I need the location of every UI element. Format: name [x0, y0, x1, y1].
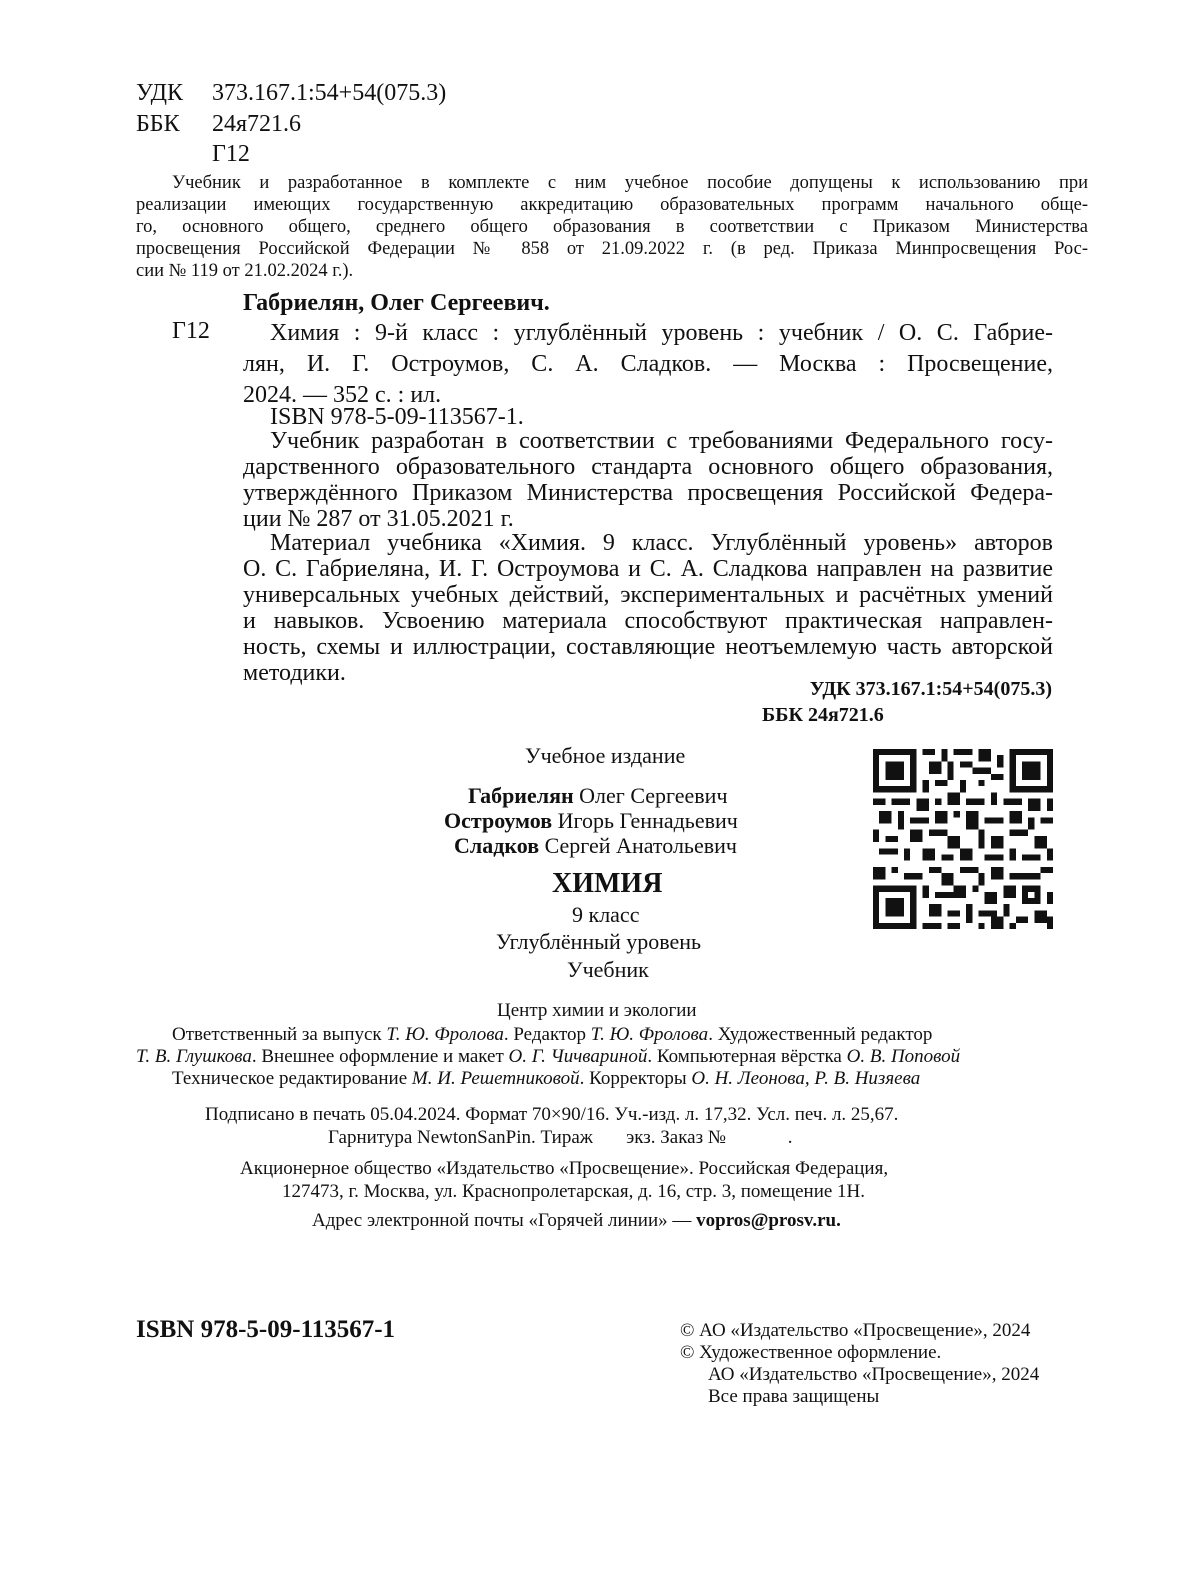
staff-line-2: [136, 1046, 960, 1068]
author-mark-left: Г12: [172, 318, 210, 344]
bbk-value: 24я721.6: [212, 111, 302, 137]
staff-text: Техническое редактирование: [172, 1068, 412, 1089]
annotation-line: утверждённого Приказом Министерства просвещения Российской Федера-: [243, 480, 1053, 506]
qr-code-icon: [873, 749, 1053, 929]
print-details-line-1: Подписано в печать 05.04.2024. Формат 70×90/16. Уч.-изд. л. 17,32. Усл. печ. л. 25,67.: [205, 1104, 899, 1125]
annotation-paragraph-1: [243, 428, 1053, 532]
approval-line: реализации имеющих государственную аккредитацию образовательных программ начального обще-: [136, 195, 1088, 215]
edition-author: [444, 808, 738, 834]
publisher-line-1: Акционерное общество «Издательство «Просвещение». Российская Федерация,: [240, 1158, 889, 1179]
author-name: Сергей Анатольевич: [544, 833, 737, 858]
annotation-line: методики.: [243, 660, 346, 686]
copyright-line: © АО «Издательство «Просвещение», 2024: [680, 1320, 1031, 1341]
staff-text: . Редактор: [503, 1024, 591, 1045]
staff-person: Т. В. Глушкова: [136, 1046, 252, 1067]
isbn-record: ISBN 978-5-09-113567-1.: [270, 404, 524, 430]
annotation-line: О. С. Габриеляна, И. Г. Остроумова и С. А. Сладкова направлен на развитие: [243, 556, 1053, 582]
book-level: Углублённый уровень: [496, 929, 702, 954]
biblio-line: Химия : 9-й класс : углублённый уровень : учебник / О. С. Габрие-: [270, 320, 1053, 346]
biblio-line: лян, И. Г. Остроумов, С. А. Сладков. — Москва : Просвещение,: [243, 351, 1053, 377]
annotation-line: Материал учебника «Химия. 9 класс. Углублённый уровень» авторов: [270, 530, 1053, 556]
book-grade: 9 класс: [572, 902, 640, 927]
staff-person: Т. Ю. Фролова: [590, 1024, 709, 1045]
edition-label: Учебное издание: [525, 743, 686, 768]
staff-text: . Компьютерная вёрстка: [647, 1046, 847, 1067]
staff-line-1: [172, 1024, 932, 1046]
udk-code-top: [136, 80, 446, 107]
bibliographic-author-heading: Габриелян, Олег Сергеевич.: [243, 290, 550, 316]
hotline-email-line: [312, 1210, 841, 1232]
annotation-line: универсальных учебных действий, экспериментальных и расчётных умений: [243, 582, 1053, 608]
staff-person: О. В. Поповой: [846, 1046, 961, 1067]
staff-person: О. Н. Леонова, Р. В. Низяева: [691, 1068, 921, 1089]
copyright-line: АО «Издательство «Просвещение», 2024: [708, 1364, 1040, 1385]
udk-label: УДК: [136, 80, 183, 106]
approval-line: го, основного общего, среднего общего образования в соответствии с Приказом Министерства: [136, 217, 1088, 237]
copyright-block: [680, 1320, 1039, 1408]
author-name: Игорь Геннадьевич: [557, 808, 738, 833]
bbk-code-top: [136, 111, 301, 138]
author-surname: Остроумов: [444, 808, 553, 833]
author-surname: Габриелян: [468, 783, 574, 808]
annotation-line: Учебник разработан в соответствии с требованиями Федерального госу-: [270, 428, 1053, 454]
rights-reserved: Все права защищены: [708, 1386, 880, 1407]
email-label: Адрес электронной почты «Горячей линии» —: [312, 1210, 697, 1231]
udk-value: 373.167.1:54+54(075.3): [212, 80, 447, 106]
print-details-line-2: Гарнитура NewtonSanPin. Тираж экз. Заказ № .: [328, 1127, 793, 1148]
editorial-center: Центр химии и экологии: [497, 1000, 697, 1021]
biblio-line: 2024. — 352 с. : ил.: [243, 382, 442, 408]
staff-text: Ответственный за выпуск: [172, 1024, 387, 1045]
staff-person: О. Г. Чичвариной: [508, 1046, 648, 1067]
annotation-line: ции № 287 от 31.05.2021 г.: [243, 506, 514, 532]
staff-person: М. И. Решетниковой: [411, 1068, 580, 1089]
staff-text: . Художественный редактор: [708, 1024, 933, 1045]
edition-author: [468, 783, 728, 809]
edition-author: [454, 833, 737, 859]
author-surname: Сладков: [454, 833, 540, 858]
book-type: Учебник: [567, 957, 649, 982]
annotation-line: ность, схемы и иллюстрации, составляющие неотъемлемую часть авторской: [243, 634, 1053, 660]
bbk-label: ББК: [136, 111, 180, 137]
approval-line: Учебник и разработанное в комплекте с ним учебное пособие допущены к использованию при: [172, 173, 1088, 193]
approval-notice: [136, 172, 1088, 282]
staff-text: . Внешнее оформление и макет: [251, 1046, 509, 1067]
annotation-line: и навыков. Усвоению материала способствуют практическая направлен-: [243, 608, 1053, 634]
udk-code-right: УДК 373.167.1:54+54(075.3): [809, 678, 1052, 700]
bbk-code-right: ББК 24я721.6: [762, 704, 884, 726]
staff-person: Т. Ю. Фролова: [386, 1024, 504, 1045]
annotation-line: дарственного образовательного стандарта основного общего образования,: [243, 454, 1053, 480]
staff-text: . Корректоры: [579, 1068, 692, 1089]
author-mark-top: Г12: [212, 141, 250, 167]
isbn-bottom: ISBN 978-5-09-113567-1: [136, 1316, 396, 1343]
author-name: Олег Сергеевич: [579, 783, 728, 808]
book-title: ХИМИЯ: [552, 868, 663, 899]
email-address: vopros@prosv.ru.: [696, 1210, 841, 1231]
staff-line-3: [172, 1068, 920, 1090]
approval-line: просвещения Российской Федерации № 858 от 21.09.2022 г. (в ред. Приказа Минпросвещения Рос-: [136, 239, 1088, 259]
copyright-line: © Художественное оформление.: [680, 1342, 942, 1363]
approval-line: сии № 119 от 21.02.2024 г.).: [136, 261, 354, 281]
annotation-paragraph-2: [243, 530, 1053, 686]
publisher-line-2: 127473, г. Москва, ул. Краснопролетарская, д. 16, стр. 3, помещение 1Н.: [282, 1181, 866, 1202]
bibliographic-description: [243, 318, 1053, 411]
